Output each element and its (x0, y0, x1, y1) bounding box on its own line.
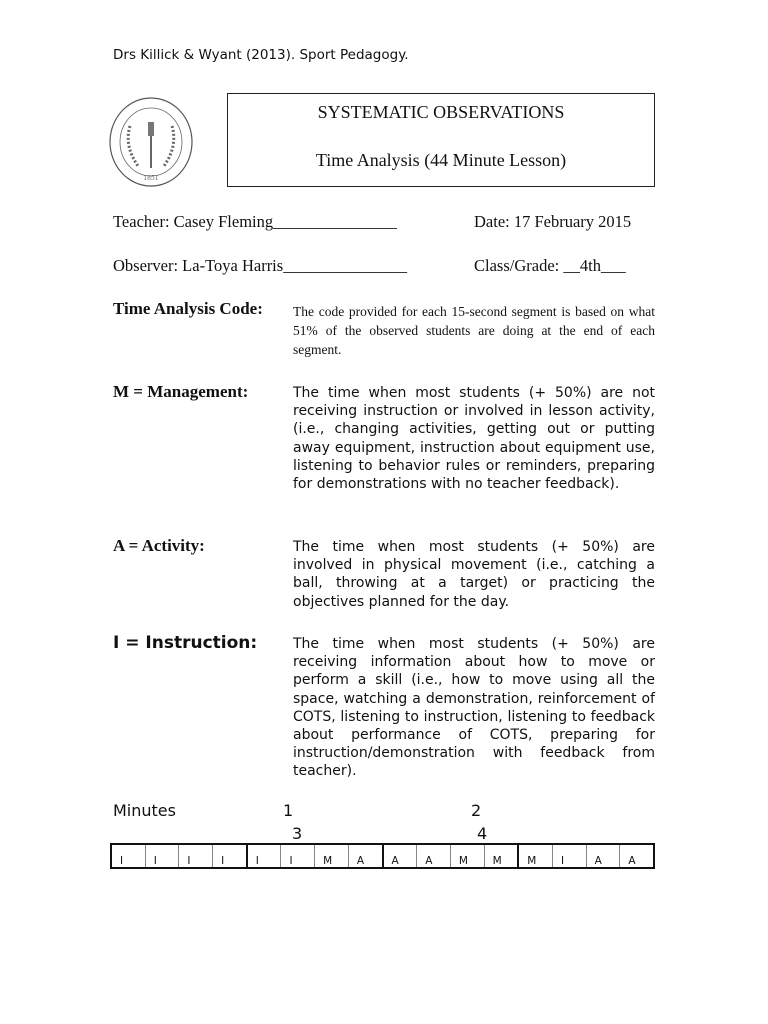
document-title: SYSTEMATIC OBSERVATIONS (317, 102, 565, 122)
instruction-text: The time when most students (+ 50%) are receiving information about how to move or perform a skill (i.e., how to move using all the space, watching a demonstration, reinforcement of COTS, listening to instruction, listening to feedback about performance of COTS, preparing for instruction/demonstration with feedback from teacher). (293, 636, 655, 780)
segment-cell: I (221, 855, 225, 867)
citation: Drs Killick & Wyant (2013). Sport Pedagogy. (113, 47, 409, 63)
minute-mark: 1 (283, 801, 294, 820)
segment-cell: M (519, 845, 553, 867)
instruction-label: I = Instruction: (113, 633, 258, 653)
teacher-field: Teacher: Casey Fleming_______________ (113, 212, 397, 231)
segment-cell: A (384, 845, 418, 867)
university-seal-logo (108, 96, 194, 188)
code-text: The code provided for each 15-second segment is based on what 51% of the observed students are doing at the end of each segment. (293, 304, 655, 357)
segment-cell: A (356, 855, 364, 867)
segment-cell: M (315, 845, 349, 867)
document-subtitle: Time Analysis (44 Minute Lesson) (315, 150, 567, 170)
class-grade-field: Class/Grade: __4th___ (474, 256, 626, 275)
segment-cell: I (146, 845, 180, 867)
minute-group (112, 845, 248, 867)
segment-cell: M (492, 855, 502, 867)
minute-group (519, 845, 653, 867)
date-field: Date: 17 February 2015 (474, 212, 632, 231)
segment-cell: A (628, 855, 636, 867)
activity-label: A = Activity: (113, 536, 205, 555)
segment-code-table (110, 843, 655, 869)
svg-text:1851: 1851 (143, 175, 159, 182)
minute-mark: 3 (292, 824, 303, 843)
observer-field: Observer: La-Toya Harris_______________ (113, 256, 407, 275)
code-label: Time Analysis Code: (113, 299, 263, 318)
minute-group (248, 845, 384, 867)
minute-mark: 2 (471, 801, 482, 820)
segment-cell: I (281, 845, 315, 867)
minute-mark: 4 (477, 824, 488, 843)
title-box (227, 93, 655, 187)
minutes-label: Minutes (113, 801, 176, 820)
management-label: M = Management: (113, 382, 249, 401)
segment-cell: M (451, 845, 485, 867)
segment-cell: I (248, 845, 282, 867)
activity-text: The time when most students (+ 50%) are involved in physical movement (i.e., catching a ball, throwing at a target) or practicing the objectives planned for the day. (293, 539, 655, 610)
management-text: The time when most students (+ 50%) are not receiving instruction or involved in lesson activity, (i.e., changing activities, getting out or putting away equipment, instruction about equipment use, listening to behavior rules or reminders, preparing for demonstrations with no teacher feedback). (293, 385, 655, 493)
segment-cell: I (553, 845, 587, 867)
segment-cell: I (112, 845, 146, 867)
minute-group (384, 845, 520, 867)
segment-cell: A (587, 845, 621, 867)
segment-cell: I (179, 845, 213, 867)
segment-cell: A (417, 845, 451, 867)
